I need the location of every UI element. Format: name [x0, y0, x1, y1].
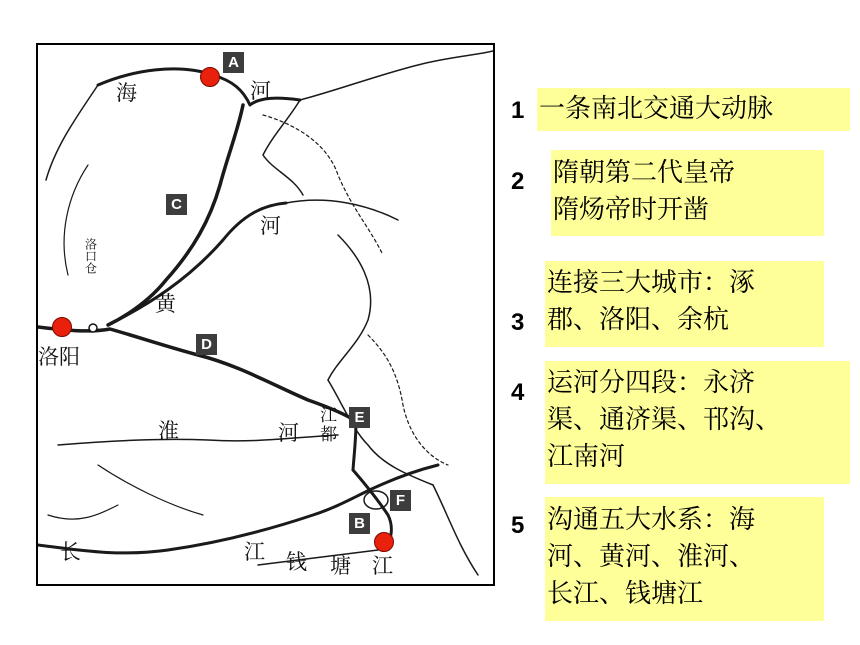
city-dot-zhuojun — [200, 67, 220, 87]
label-jiang-right: 江 — [372, 554, 393, 578]
label-huai: 淮 — [158, 419, 179, 443]
label-he-south: 河 — [278, 421, 299, 445]
item-number-2: 2 — [511, 168, 525, 195]
item-number-1: 1 — [511, 97, 525, 124]
note-3-line-1: 连接三大城市：涿 — [547, 268, 756, 298]
coast-bohai — [263, 100, 303, 195]
item-number-5: 5 — [511, 512, 525, 539]
coast-shandong — [328, 235, 371, 380]
note-5-line-1: 沟通五大水系：海 — [547, 505, 756, 535]
hai-branch-west — [46, 85, 98, 180]
marker-a: A — [223, 52, 244, 73]
item-number-3: 3 — [511, 309, 525, 336]
note-2-line-2: 隋炀帝时开凿 — [553, 195, 710, 225]
coast-north — [300, 51, 493, 100]
marker-e: E — [349, 407, 370, 428]
marker-b: B — [349, 513, 370, 534]
city-dot-luoyang — [52, 317, 72, 337]
marker-c: C — [166, 194, 187, 215]
note-5-line-3: 长江、钱塘江 — [547, 579, 704, 609]
map-drawing — [38, 45, 493, 584]
note-box-5 — [545, 497, 824, 621]
label-he-middle: 河 — [260, 214, 281, 238]
label-jiangdu: 江都 — [320, 406, 337, 445]
old-coast-north — [263, 115, 383, 255]
grand-canal-map — [36, 43, 495, 586]
label-luokoucang-text: 洛口仓 — [83, 238, 98, 274]
label-jiang-left: 江 — [244, 540, 265, 564]
coast-zhejiang — [433, 485, 478, 575]
city-dot-yuhang — [374, 532, 394, 552]
label-hai: 海 — [116, 81, 137, 105]
note-4-line-2: 渠、通济渠、邗沟、 — [547, 405, 782, 435]
river-south-2 — [48, 505, 118, 519]
marker-f: F — [390, 490, 411, 511]
note-box-4 — [545, 361, 850, 484]
item-number-4: 4 — [511, 379, 525, 406]
note-box-1 — [537, 88, 850, 131]
yellow-river-mouth — [286, 200, 398, 220]
label-tang: 塘 — [330, 554, 351, 578]
label-chang: 长 — [60, 540, 81, 564]
label-qian: 钱 — [286, 550, 307, 574]
luokoucang-site — [89, 324, 97, 332]
marker-d: D — [196, 334, 217, 355]
note-5-line-2: 河、黄河、淮河、 — [547, 542, 756, 572]
label-luoyang: 洛阳 — [38, 345, 80, 369]
note-2-line-1: 隋朝第二代皇帝 — [553, 158, 736, 188]
note-4-line-3: 江南河 — [547, 442, 626, 472]
label-luokoucang — [82, 238, 98, 277]
note-3-line-2: 郡、洛阳、余杭 — [547, 305, 730, 335]
note-1-line-1: 一条南北交通大动脉 — [539, 94, 774, 124]
label-he-north: 河 — [250, 79, 271, 103]
old-coast-south — [368, 335, 448, 465]
note-box-3 — [545, 261, 824, 347]
coast-jiangsu — [328, 380, 433, 485]
note-box-2 — [551, 150, 824, 236]
label-huang: 黄 — [155, 292, 176, 316]
note-4-line-1: 运河分四段：永济 — [547, 368, 756, 398]
qiantang-river — [258, 550, 378, 565]
